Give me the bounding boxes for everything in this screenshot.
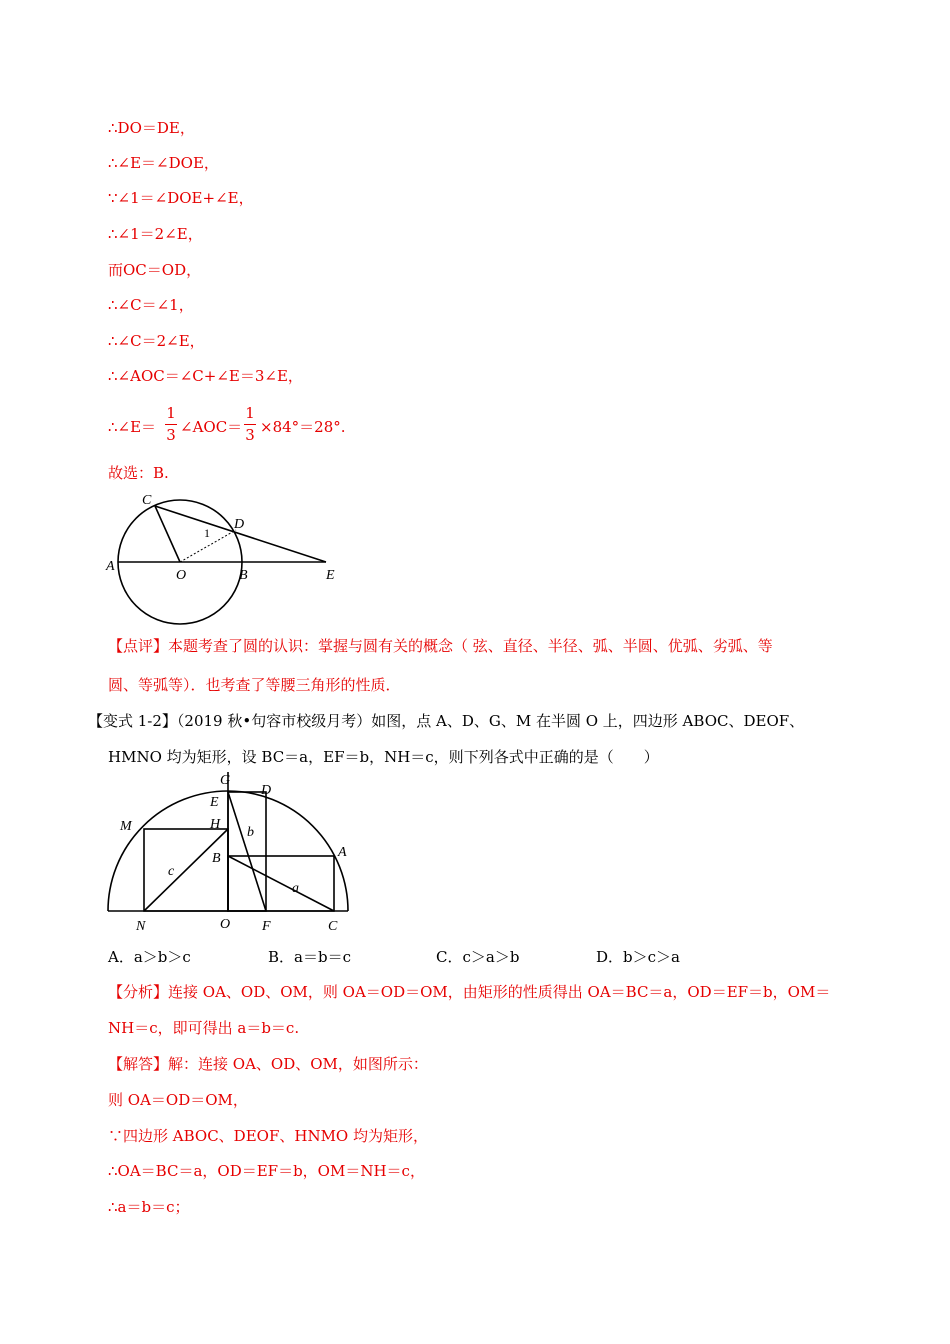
solution-line-5: 而OC＝OD，: [108, 261, 202, 279]
comment-line-1: 【点评】本题考查了圆的认识：掌握与圆有关的概念（ 弦、直径、半径、弧、半圆、优弧、劣弧、等: [108, 637, 773, 655]
label-F: F: [262, 919, 271, 934]
label-B: B: [239, 568, 248, 583]
solution-line-6: ∴∠C＝∠1，: [108, 296, 194, 314]
label-angle-1: 1: [204, 526, 210, 540]
label-c: c: [168, 864, 175, 879]
label-N: N: [136, 919, 146, 934]
figure-semicircle-diagram: [100, 770, 360, 935]
comment-line-2: 圆、等弧等）．也考查了等腰三角形的性质．: [108, 676, 401, 694]
option-c: C．c＞a＞b: [436, 948, 520, 966]
figure-circle-diagram: [100, 488, 350, 628]
label-H: H: [210, 817, 221, 832]
solution-line-4: ∴∠1＝2∠E，: [108, 225, 203, 243]
label-C: C: [328, 919, 338, 934]
solution-line-1: ∴DO＝DE，: [108, 119, 195, 137]
fraction-prefix: ∴∠E＝: [108, 418, 157, 436]
label-C: C: [142, 493, 152, 508]
label-B: B: [212, 851, 221, 866]
option-d: D．b＞c＞a: [596, 948, 680, 966]
fraction-denominator: 3: [166, 426, 176, 444]
option-a: A．a＞b＞c: [108, 948, 191, 966]
analysis-line-2: NH＝c，即可得出 a＝b＝c.: [108, 1019, 300, 1037]
label-D: D: [261, 783, 272, 798]
fraction-suffix: ×84°＝28°.: [260, 418, 346, 436]
label-A: A: [106, 559, 115, 574]
label-O: O: [176, 568, 187, 583]
label-G: G: [220, 773, 231, 788]
fraction-numerator: 1: [166, 404, 176, 422]
choose-answer: 故选：B.: [108, 464, 169, 482]
analysis-line-1: 【分析】连接 OA、OD、OM，则 OA＝OD＝OM，由矩形的性质得出 OA＝BC＝a，OD＝EF＝b，OM＝: [108, 983, 831, 1001]
answer-line-5: ∴a＝b＝c；: [108, 1198, 190, 1216]
problem-line-2: HMNO 均为矩形，设 BC＝a，EF＝b，NH＝c，则下列各式中正确的是（ ）: [108, 748, 659, 766]
answer-line-1: 【解答】解：连接 OA、OD、OM，如图所示：: [108, 1055, 428, 1073]
fraction-mid: ∠AOC＝: [180, 418, 243, 436]
answer-line-3: ∵四边形 ABOC、DEOF、HNMO 均为矩形，: [108, 1127, 428, 1145]
solution-line-8: ∴∠AOC＝∠C+∠E＝3∠E，: [108, 367, 303, 385]
label-O: O: [220, 917, 231, 932]
label-a: a: [292, 881, 299, 896]
option-b: B．a＝b＝c: [268, 948, 351, 966]
answer-line-4: ∴OA＝BC＝a，OD＝EF＝b，OM＝NH＝c，: [108, 1162, 425, 1180]
answer-line-2: 则 OA＝OD＝OM，: [108, 1091, 248, 1109]
solution-line-2: ∴∠E＝∠DOE，: [108, 154, 219, 172]
label-E: E: [326, 568, 335, 583]
fraction-numerator: 1: [245, 404, 255, 422]
label-A: A: [338, 845, 347, 860]
label-D: D: [234, 517, 245, 532]
problem-line-1: 【变式 1-2】（2019 秋•句容市校级月考）如图，点 A、D、G、M 在半圆 O 上，四边形 ABOC、DEOF、: [88, 712, 805, 730]
label-b: b: [247, 825, 254, 840]
solution-line-7: ∴∠C＝2∠E，: [108, 332, 205, 350]
solution-line-3: ∵∠1＝∠DOE+∠E，: [108, 189, 254, 207]
fraction-denominator: 3: [245, 426, 255, 444]
label-M: M: [120, 819, 132, 834]
label-E: E: [210, 795, 219, 810]
